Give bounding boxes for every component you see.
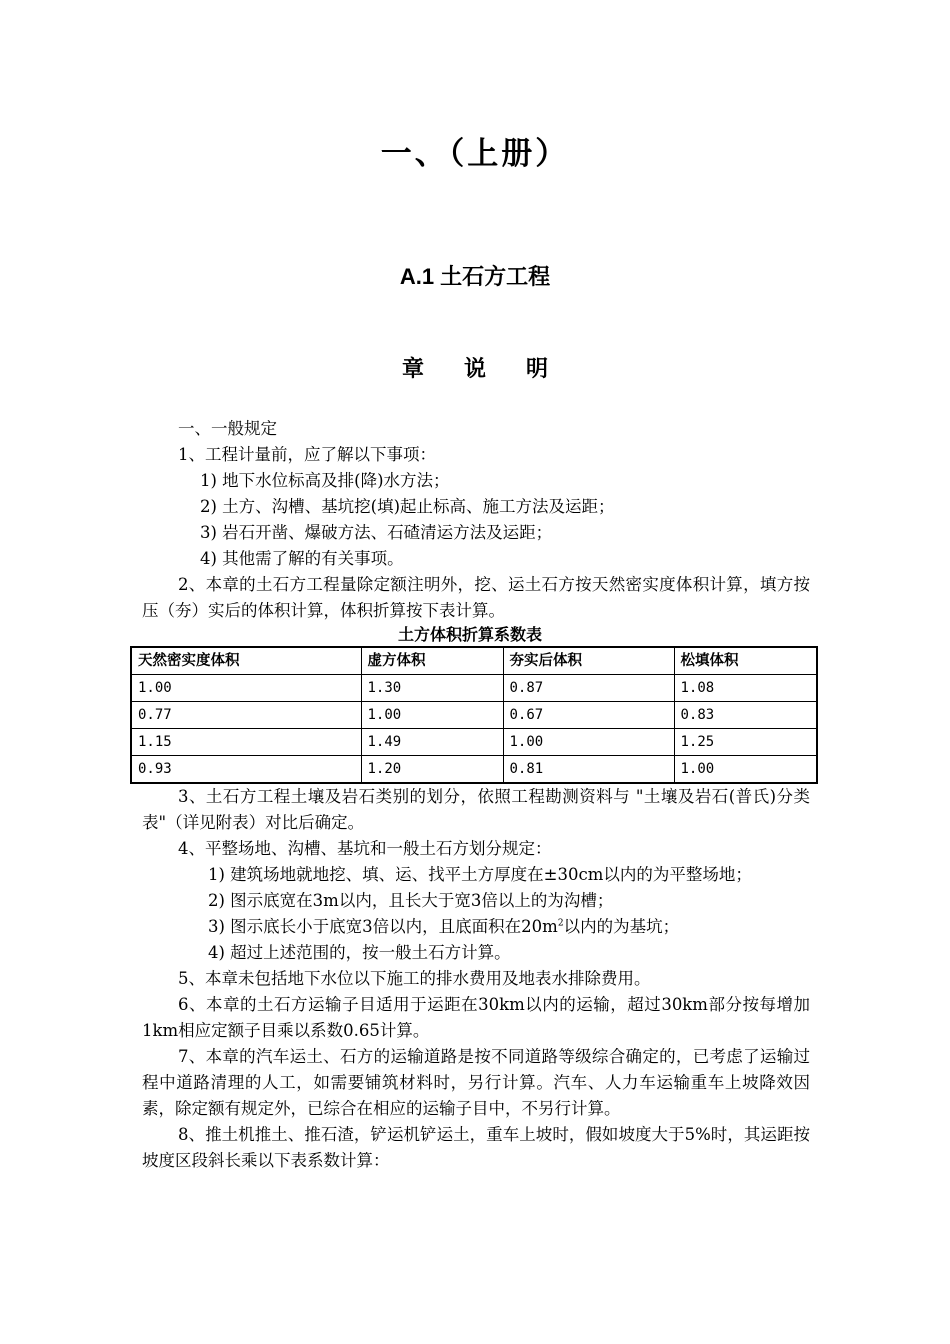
- item-4-sub-text: 3) 图示底长小于底宽3倍以内，且底面积在20m: [208, 917, 558, 936]
- table-cell: 1.15: [131, 729, 361, 756]
- table-cell: 1.30: [361, 675, 503, 702]
- table-cell: 0.83: [674, 702, 817, 729]
- section-heading-char: 明: [526, 357, 549, 382]
- table-cell: 0.87: [503, 675, 674, 702]
- table-cell: 1.00: [674, 756, 817, 784]
- page-title: 一、（上册）: [380, 136, 570, 172]
- table-cell: 1.00: [361, 702, 503, 729]
- table-row: [131, 756, 817, 784]
- table-cell: 0.67: [503, 702, 674, 729]
- chapter-title: A.1 土石方工程: [399, 264, 551, 289]
- table-cell: 1.08: [674, 675, 817, 702]
- item-4-sub-text: 以内的为基坑；: [563, 917, 680, 936]
- table-header-cell: 天然密实度体积: [131, 647, 361, 675]
- table-header-cell: 松填体积: [674, 647, 817, 675]
- item-4-sub: [142, 914, 810, 940]
- table-row: [131, 702, 817, 729]
- item-1-sub: 2) 土方、沟槽、基坑挖(填)起止标高、施工方法及运距；: [200, 497, 615, 516]
- section-heading: [0, 352, 950, 383]
- section-heading-char: 章: [401, 357, 424, 382]
- item-1-sub: 3) 岩石开凿、爆破方法、石碴清运方法及运距；: [200, 523, 553, 542]
- item-8: 8、推土机推土、推石渣，铲运机铲运土，重车上坡时，假如坡度大于5%时，其运距按坡度区段斜长乘以下表系数计算：: [142, 1125, 810, 1170]
- item-1-sub: 1) 地下水位标高及排(降)水方法；: [200, 471, 450, 490]
- table-cell: 0.77: [131, 702, 361, 729]
- table-cell: 1.00: [131, 675, 361, 702]
- volume-coefficient-table: [130, 646, 818, 784]
- table-header-cell: 虚方体积: [361, 647, 503, 675]
- table-header-row: [131, 647, 817, 675]
- superscript: 2: [557, 918, 564, 929]
- item-1: 1、工程计量前，应了解以下事项：: [178, 445, 436, 464]
- table-cell: 0.81: [503, 756, 674, 784]
- table-row: [131, 675, 817, 702]
- item-5: 5、本章未包括地下水位以下施工的排水费用及地表水排除费用。: [178, 969, 651, 988]
- table-cell: 1.25: [674, 729, 817, 756]
- item-4-sub: 2) 图示底宽在3m以内，且长大于宽3倍以上的为沟槽；: [208, 891, 614, 910]
- general-heading: 一、一般规定: [178, 419, 277, 438]
- table-cell: 1.49: [361, 729, 503, 756]
- table-cell: 1.00: [503, 729, 674, 756]
- item-2: 2、本章的土石方工程量除定额注明外，挖、运土石方按天然密实度体积计算，填方按压（夯）实后的体积计算，体积折算按下表计算。: [142, 575, 810, 620]
- table-cell: 1.20: [361, 756, 503, 784]
- document-body: [138, 416, 810, 1174]
- item-4: 4、平整场地、沟槽、基坑和一般土石方划分规定：: [178, 839, 552, 858]
- item-4-sub: 1) 建筑场地就地挖、填、运、找平土方厚度在±30cm以内的为平整场地；: [208, 865, 752, 884]
- table-header-cell: 夯实后体积: [503, 647, 674, 675]
- table-cell: 0.93: [131, 756, 361, 784]
- table-row: [131, 729, 817, 756]
- table-caption: 土方体积折算系数表: [397, 625, 542, 644]
- item-6: 6、本章的土石方运输子目适用于运距在30km以内的运输，超过30km部分按每增加1km相应定额子目乘以系数0.65计算。: [142, 995, 810, 1040]
- item-7: 7、本章的汽车运土、石方的运输道路是按不同道路等级综合确定的，已考虑了运输过程中道路清理的人工，如需要铺筑材料时，另行计算。汽车、人力车运输重车上坡降效因素，除定额有规定外，已综合在相应的运输子目中，不另行计算。: [142, 1047, 810, 1118]
- item-1-sub: 4) 其他需了解的有关事项。: [200, 549, 404, 568]
- section-heading-char: 说: [463, 357, 486, 382]
- item-3: 3、土石方工程土壤及岩石类别的划分，依照工程勘测资料与 "土壤及岩石(普氏)分类表"（详见附表）对比后确定。: [142, 787, 810, 832]
- item-4-sub: 4) 超过上述范围的，按一般土石方计算。: [208, 943, 511, 962]
